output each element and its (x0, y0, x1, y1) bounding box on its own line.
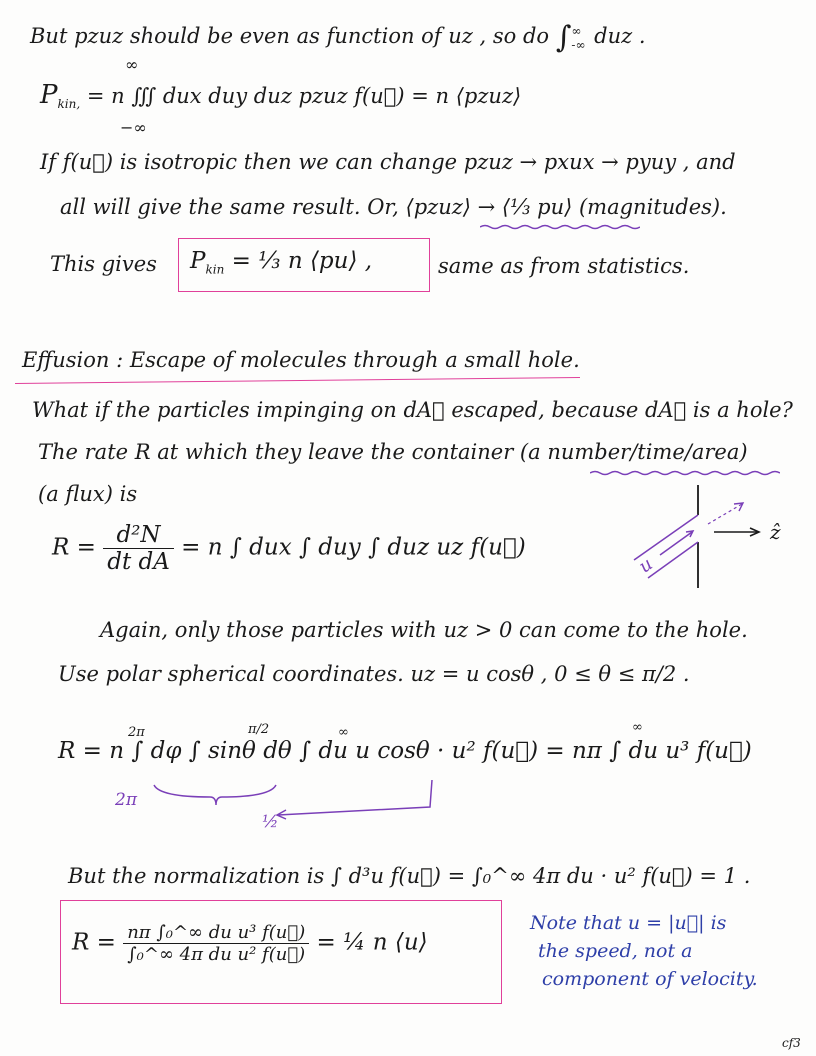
heading-underline (15, 377, 580, 384)
eq2-lhs: R = (52, 534, 96, 561)
boxed-p: P (190, 248, 206, 274)
diagram-u-label: u (635, 553, 657, 578)
this-gives-label: This gives (50, 252, 157, 276)
pressure-equation (40, 80, 521, 111)
eq2-numerator: d²N (103, 522, 174, 549)
note-line-1: Note that u = |u⃗| is (530, 912, 727, 934)
effusion-hole-diagram (600, 480, 816, 600)
boxed-rhs: = ⅓ n ⟨pu⟩ , (231, 248, 373, 274)
eq2-rhs: = n ∫ dux ∫ duy ∫ duz uz f(u⃗) (181, 534, 526, 561)
boxed2-lhs: R = (72, 929, 116, 956)
flux-label: (a flux) is (38, 482, 138, 506)
effusion-line-2: The rate R at which they leave the container (a number/time/area) (38, 440, 748, 464)
eq3-limit-2pi: 2π (128, 725, 145, 740)
boxed2-numerator: nπ ∫₀^∞ du u³ f(u⃗) (123, 922, 309, 944)
boxed-p-sub: kin (205, 262, 225, 277)
page-tag: cf3 (782, 1036, 801, 1050)
annotation-half: ½ (262, 812, 279, 832)
boxed2-fraction (123, 922, 309, 965)
eq2-denominator: dt dA (107, 549, 170, 575)
again-line: Again, only those particles with uz > 0 can come to the hole. (100, 618, 748, 642)
wavy-underline-2 (590, 470, 780, 476)
rate-polar-equation: R = n ∫ dφ ∫ sinθ dθ ∫ du u cosθ · u² f(u⃗) = nπ ∫ du u³ f(u⃗) (58, 738, 752, 764)
eq1-rhs: = n ∭ dux duy duz pzuz f(u⃗) = n ⟨pzuz⟩ (86, 84, 522, 108)
brace-arrow-annotation (150, 775, 450, 825)
kinetic-pressure-result (190, 248, 372, 277)
eq3-limit-pi-half: π/2 (248, 722, 270, 737)
lower-limit: -∞ (571, 37, 586, 52)
boxed2-denominator: ∫₀^∞ 4π du u² f(u⃗) (127, 944, 306, 965)
eq3-limit-inf-2: ∞ (632, 720, 643, 735)
diagram-z-label: ẑ (770, 520, 781, 544)
isotropic-line-1: If f(u⃗) is isotropic then we can change pzuz → pxux → pyuy , and (40, 150, 736, 174)
note-line-3: component of velocity. (542, 968, 758, 990)
same-as-statistics: same as from statistics. (438, 254, 690, 278)
normalization-line: But the normalization is ∫ d³u f(u⃗) = ∫₀^∞ 4π du · u² f(u⃗) = 1 . (68, 864, 751, 888)
integral-sign: ∫ (555, 20, 572, 55)
integral-limits (571, 24, 585, 52)
rate-equation (52, 522, 526, 575)
intro-line (30, 20, 646, 55)
eq2-fraction (103, 522, 174, 575)
polar-line: Use polar spherical coordinates. uz = u cosθ , 0 ≤ θ ≤ π/2 . (58, 662, 690, 686)
intro-tail: duz . (594, 24, 646, 48)
effusion-line-1: What if the particles impinging on dA⃗ escaped, because dA⃗ is a hole? (32, 398, 793, 422)
effusion-rate-result (72, 922, 428, 965)
eq1-upper-limit: ∞ (125, 55, 139, 74)
boxed2-rhs: = ¼ n ⟨u⟩ (316, 929, 428, 956)
eq1-lhs-sub: kin, (57, 97, 81, 112)
upper-limit: ∞ (571, 23, 582, 38)
isotropic-line-2: all will give the same result. Or, ⟨pzuz⟩ → ⟨⅓ pu⟩ (magnitudes). (60, 195, 727, 219)
note-line-2: the speed, not a (538, 940, 693, 962)
wavy-underline (480, 224, 640, 230)
eq1-lower-limit: −∞ (120, 118, 147, 137)
eq1-lhs: P (40, 80, 58, 110)
annotation-2pi: 2π (115, 790, 137, 810)
effusion-heading: Effusion : Escape of molecules through a small hole. (22, 348, 580, 372)
intro-text: But pzuz should be even as function of uz , so do (30, 24, 550, 48)
eq3-limit-inf-1: ∞ (338, 725, 349, 740)
